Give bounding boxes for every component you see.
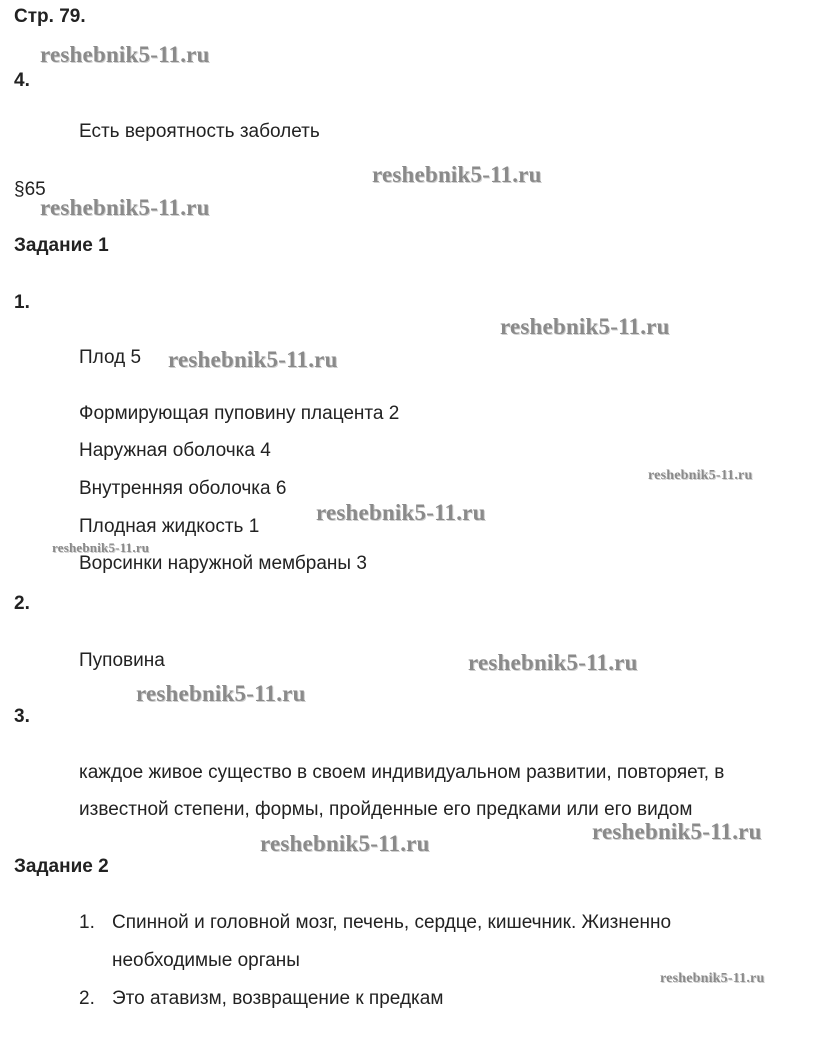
watermark: reshebnik5-11.ru [592,819,762,844]
watermark: reshebnik5-11.ru [660,971,765,986]
question-4-answer: Есть вероятность заболеть [79,121,320,142]
watermark: reshebnik5-11.ru [260,831,430,856]
watermark: reshebnik5-11.ru [40,42,210,67]
ordered-list-number: 1. [79,912,95,933]
list-item: Наружная оболочка 4 [79,440,271,461]
ordered-list-item-line-1: Спинной и головной мозг, печень, сердце, кишечник. Жизненно [112,912,672,933]
watermark: reshebnik5-11.ru [136,681,306,706]
question-4-number: 4. [14,70,30,91]
watermark: reshebnik5-11.ru [316,500,486,525]
task-1-question-3-number: 3. [14,706,30,727]
section-number: §65 [14,179,46,200]
watermark: reshebnik5-11.ru [372,162,542,187]
task-1-question-3-answer-line-1: каждое живое существо в своем индивидуальном развитии, повторяет, в [79,762,725,783]
watermark: reshebnik5-11.ru [648,468,753,483]
task-1-question-3-answer-line-2: известной степени, формы, пройденные его предками или его видом [79,799,693,820]
list-item: Внутренняя оболочка 6 [79,478,287,499]
list-item: Плодная жидкость 1 [79,516,260,537]
list-item: Формирующая пуповину плацента 2 [79,403,400,424]
watermark: reshebnik5-11.ru [468,650,638,675]
ordered-list-number: 2. [79,988,95,1009]
task-1-question-2-answer: Пуповина [79,650,165,671]
watermark: reshebnik5-11.ru [500,314,670,339]
task-1-question-2-number: 2. [14,593,30,614]
ordered-list-item-line-2: необходимые органы [112,950,300,971]
list-item: Плод 5 [79,347,142,368]
watermark: reshebnik5-11.ru [40,195,210,220]
task-2-title: Задание 2 [14,856,109,877]
task-1-question-1-number: 1. [14,292,30,313]
watermark: reshebnik5-11.ru [168,347,338,372]
ordered-list-item-line-1: Это атавизм, возвращение к предкам [112,988,444,1009]
list-item: Ворсинки наружной мембраны 3 [79,553,367,574]
page-reference: Стр. 79. [14,6,86,27]
task-1-title: Задание 1 [14,235,109,256]
watermark: reshebnik5-11.ru [52,540,150,555]
